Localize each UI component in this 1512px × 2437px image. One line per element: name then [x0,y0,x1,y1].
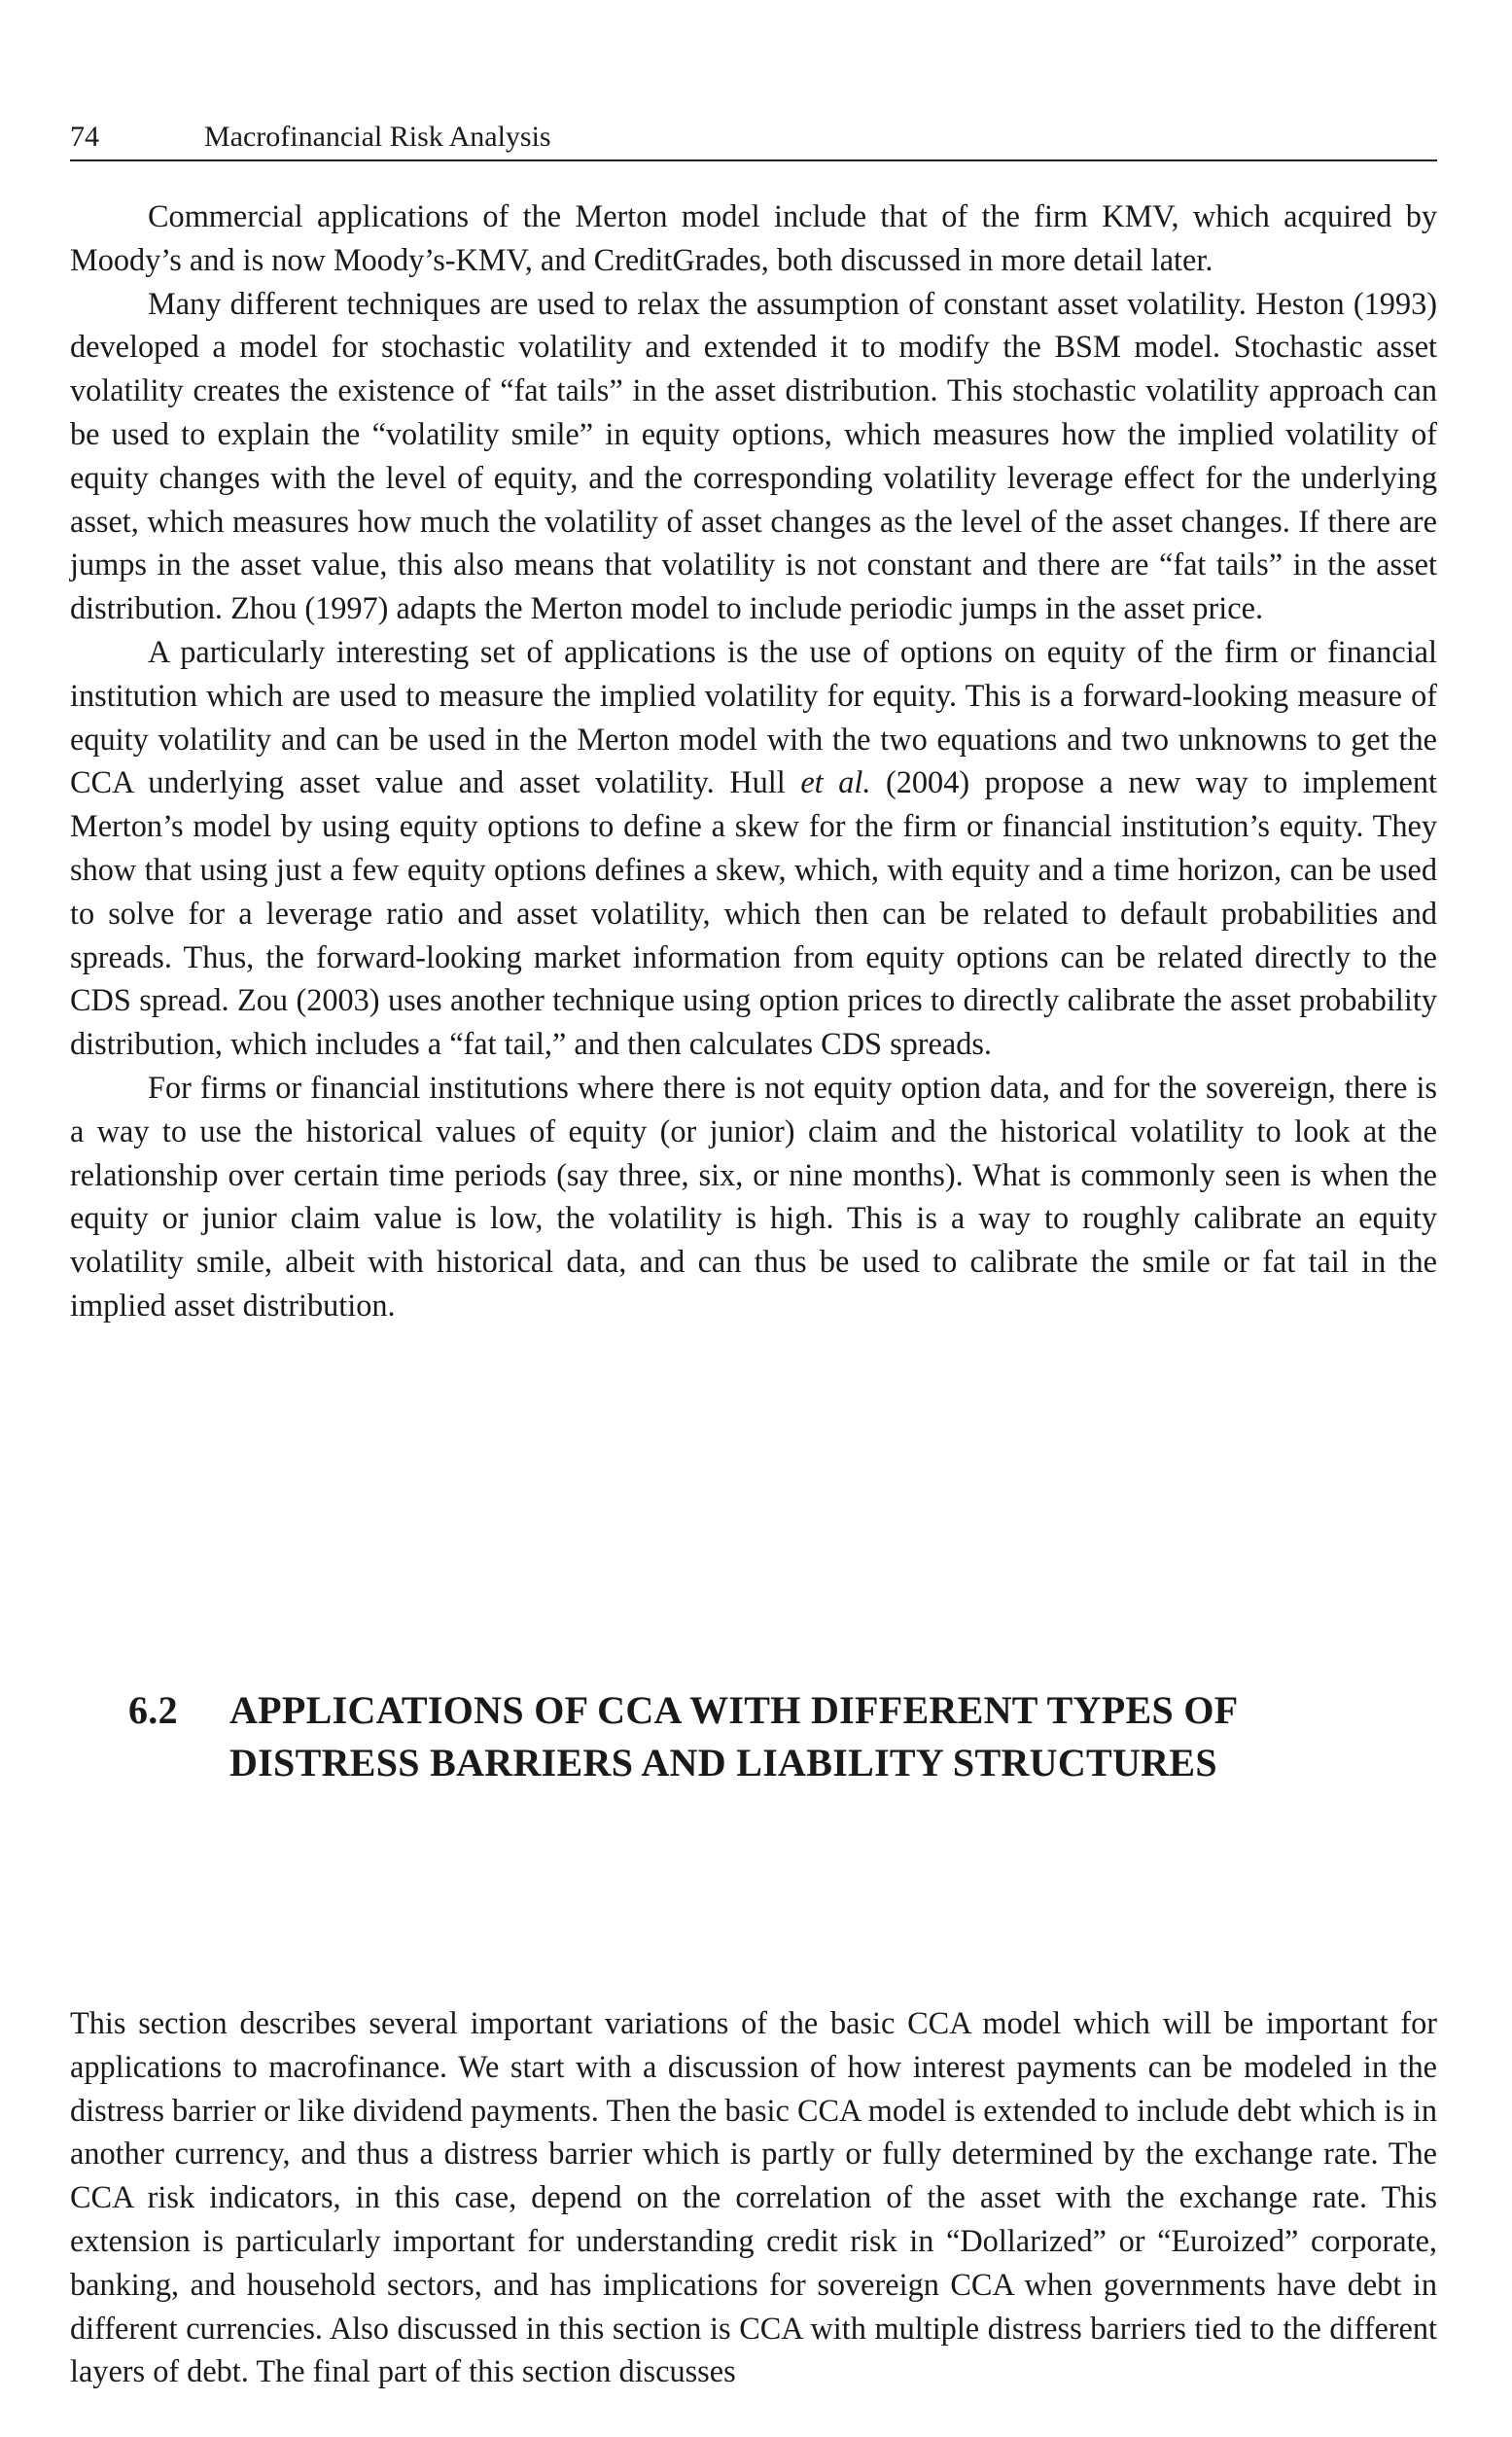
paragraph-text: (2004) propose a new way to implement Merton’s model by using equity options to define a skew for the firm or financial institution’s equity. They show that using just a few equity options defines a skew, which, with equity and a time horizon, can be used to solve for a leverage ratio and asset volatility, which then can be related to default probabilities and spreads. Thus, the forward-looking market information from equity options can be related directly to the CDS spread. Zou (2003) uses another technique using option prices to directly calibrate the asset probability distribution, which includes a “fat tail,” and then calculates CDS spreads. [70,764,1438,1062]
body-text-before-section [70,194,1437,1327]
running-title: Macrofinancial Risk Analysis [204,121,551,153]
paragraph-historical-volatility: For firms or financial institutions where there is not equity option data, and for the sovereign, there is a way to use the historical values of equity (or junior) claim and the historical volatility to look at the relationship over certain time periods (say three, six, or nine months). What is commonly seen is when the equity or junior claim value is low, the volatility is high. This is a way to roughly calibrate an equity volatility smile, albeit with historical data, and can thus be used to calibrate the smile or fat tail in the implied asset distribution. [70,1069,1437,1323]
section-heading-line-1 [70,1684,1437,1737]
citation-et-al: et al. [800,764,871,800]
paragraph-implied-volatility [70,630,1437,1066]
section-heading-line-2 [70,1737,1437,1789]
section-number: 6.2 [128,1688,178,1732]
paragraph-section-intro: This section describes several important variations of the basic CCA model which will be important for applications to macrofinance. We start with a discussion of how interest payments can be modeled in the distress barrier or like dividend payments. Then the basic CCA model is extended to include debt which is in another currency, and thus a distress barrier which is partly or fully determined by the exchange rate. The CCA risk indicators, in this case, depend on the correlation of the asset with the exchange rate. This extension is particularly important for understanding credit risk in “Dollarized” or “Euroized” corporate, banking, and household sectors, and has implications for sovereign CCA when governments have debt in different currencies. Also discussed in this section is CCA with multiple distress barriers tied to the different layers of debt. The final part of this section discusses [70,2005,1437,2389]
body-text-after-section [70,2001,1437,2393]
running-header [70,115,1437,161]
paragraph-commercial-applications: Commercial applications of the Merton model include that of the firm KMV, which acquired by Moody’s and is now Moody’s-KMV, and CreditGrades, both discussed in more detail later. [70,198,1437,277]
paragraph-stochastic-volatility: Many different techniques are used to relax the assumption of constant asset volatility. Heston (1993) developed a model for stochastic volatility and extended it to modify the BSM model. Stochastic asset volatility creates the existence of “fat tails” in the asset distribution. This stochastic volatility approach can be used to explain the “volatility smile” in equity options, which measures how the implied volatility of equity changes with the level of equity, and the corresponding volatility leverage effect for the underlying asset, which measures how much the volatility of asset changes as the level of the asset changes. If there are jumps in the asset value, this also means that volatility is not constant and there are “fat tails” in the asset distribution. Zhou (1997) adapts the Merton model to include periodic jumps in the asset price. [70,285,1437,626]
page-number: 74 [70,121,99,153]
section-title-line-2: DISTRESS BARRIERS AND LIABILITY STRUCTURES [229,1741,1217,1784]
section-heading [70,1684,1437,1789]
section-title-line-1: APPLICATIONS OF CCA WITH DIFFERENT TYPES OF [229,1688,1239,1732]
paragraph-text: A particularly interesting set of applications is the use of options on equity of the firm or financial institution which are used to measure the implied volatility for equity. This is a forward-looking measure of equity volatility and can be used in the Merton model with the two equations and two unknowns to get the CCA underlying asset value and asset volatility. Hull [70,633,1437,800]
